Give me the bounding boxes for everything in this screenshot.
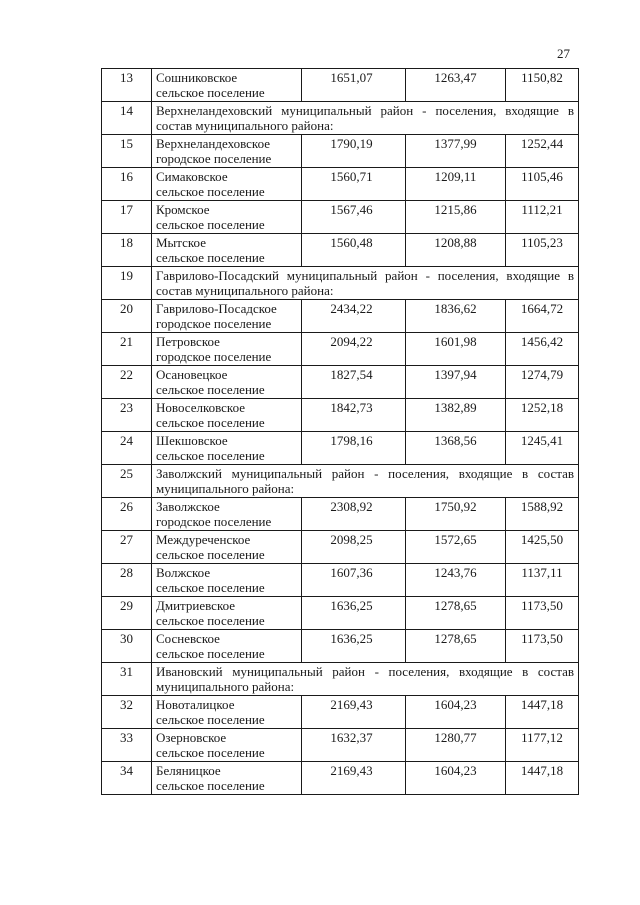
settlement-name: Сошниковское xyxy=(156,70,238,85)
table-row xyxy=(102,597,579,630)
district-header-row xyxy=(102,663,579,696)
value-cell-2: 1750,92 xyxy=(406,498,506,531)
value-cell-3: 1252,44 xyxy=(506,135,579,168)
settlement-type: городское поселение xyxy=(156,349,272,364)
row-number: 22 xyxy=(102,366,152,399)
value-cell-1: 1790,19 xyxy=(302,135,406,168)
district-title: Ивановский муниципальный район - поселения, входящие в состав муниципального района: xyxy=(152,663,579,696)
settlement-type: сельское поселение xyxy=(156,448,265,463)
value-cell-1: 1607,36 xyxy=(302,564,406,597)
value-cell-3: 1177,12 xyxy=(506,729,579,762)
table-row xyxy=(102,333,579,366)
value-cell-3: 1173,50 xyxy=(506,597,579,630)
table-row xyxy=(102,366,579,399)
settlement-type: городское поселение xyxy=(156,514,272,529)
settlement-name-cell xyxy=(152,234,302,267)
value-cell-2: 1836,62 xyxy=(406,300,506,333)
table-row xyxy=(102,201,579,234)
settlement-name: Гаврилово-Посадское xyxy=(156,301,277,316)
settlement-name-cell xyxy=(152,69,302,102)
table-row xyxy=(102,234,579,267)
settlement-name: Новоселковское xyxy=(156,400,246,415)
row-number: 32 xyxy=(102,696,152,729)
value-cell-2: 1280,77 xyxy=(406,729,506,762)
value-cell-1: 2169,43 xyxy=(302,762,406,795)
value-cell-2: 1243,76 xyxy=(406,564,506,597)
settlement-type: сельское поселение xyxy=(156,415,265,430)
value-cell-2: 1278,65 xyxy=(406,630,506,663)
row-number: 14 xyxy=(102,102,152,135)
settlement-name: Верхнеландеховское xyxy=(156,136,271,151)
value-cell-1: 1842,73 xyxy=(302,399,406,432)
settlement-name: Мытское xyxy=(156,235,206,250)
value-cell-1: 1798,16 xyxy=(302,432,406,465)
settlement-name-cell xyxy=(152,135,302,168)
row-number: 27 xyxy=(102,531,152,564)
settlement-name-cell xyxy=(152,729,302,762)
district-title: Верхнеландеховский муниципальный район - поселения, входящие в состав муниципального района: xyxy=(152,102,579,135)
row-number: 16 xyxy=(102,168,152,201)
value-cell-3: 1447,18 xyxy=(506,696,579,729)
value-cell-1: 1651,07 xyxy=(302,69,406,102)
value-cell-3: 1137,11 xyxy=(506,564,579,597)
settlement-name-cell xyxy=(152,531,302,564)
row-number: 20 xyxy=(102,300,152,333)
row-number: 28 xyxy=(102,564,152,597)
settlement-name: Заволжское xyxy=(156,499,220,514)
settlement-name: Кромское xyxy=(156,202,210,217)
settlement-name: Симаковское xyxy=(156,169,228,184)
value-cell-3: 1274,79 xyxy=(506,366,579,399)
settlement-name-cell xyxy=(152,630,302,663)
district-title: Гаврилово-Посадский муниципальный район - поселения, входящие в состав муниципального района: xyxy=(152,267,579,300)
value-cell-1: 1560,71 xyxy=(302,168,406,201)
settlement-type: сельское поселение xyxy=(156,184,265,199)
settlement-type: сельское поселение xyxy=(156,547,265,562)
settlement-type: городское поселение xyxy=(156,316,272,331)
value-cell-3: 1105,46 xyxy=(506,168,579,201)
table-row xyxy=(102,300,579,333)
value-cell-2: 1601,98 xyxy=(406,333,506,366)
value-cell-3: 1173,50 xyxy=(506,630,579,663)
row-number: 26 xyxy=(102,498,152,531)
settlement-name: Волжское xyxy=(156,565,211,580)
table-row xyxy=(102,762,579,795)
row-number: 34 xyxy=(102,762,152,795)
row-number: 18 xyxy=(102,234,152,267)
settlement-type: сельское поселение xyxy=(156,217,265,232)
table-body xyxy=(102,69,579,795)
row-number: 31 xyxy=(102,663,152,696)
value-cell-1: 1636,25 xyxy=(302,630,406,663)
value-cell-1: 1560,48 xyxy=(302,234,406,267)
value-cell-1: 1567,46 xyxy=(302,201,406,234)
value-cell-1: 2434,22 xyxy=(302,300,406,333)
value-cell-3: 1664,72 xyxy=(506,300,579,333)
settlement-type: сельское поселение xyxy=(156,712,265,727)
value-cell-1: 2308,92 xyxy=(302,498,406,531)
settlement-name-cell xyxy=(152,498,302,531)
value-cell-2: 1215,86 xyxy=(406,201,506,234)
row-number: 19 xyxy=(102,267,152,300)
table-row xyxy=(102,168,579,201)
settlement-name-cell xyxy=(152,333,302,366)
value-cell-2: 1397,94 xyxy=(406,366,506,399)
value-cell-1: 2094,22 xyxy=(302,333,406,366)
value-cell-2: 1572,65 xyxy=(406,531,506,564)
settlement-name-cell xyxy=(152,168,302,201)
value-cell-2: 1604,23 xyxy=(406,696,506,729)
value-cell-3: 1425,50 xyxy=(506,531,579,564)
settlement-name: Осановецкое xyxy=(156,367,228,382)
row-number: 29 xyxy=(102,597,152,630)
settlement-name-cell xyxy=(152,399,302,432)
table-row xyxy=(102,69,579,102)
value-cell-1: 2098,25 xyxy=(302,531,406,564)
settlement-name-cell xyxy=(152,696,302,729)
settlement-type: сельское поселение xyxy=(156,745,265,760)
value-cell-2: 1382,89 xyxy=(406,399,506,432)
row-number: 15 xyxy=(102,135,152,168)
settlement-type: сельское поселение xyxy=(156,580,265,595)
row-number: 17 xyxy=(102,201,152,234)
table-row xyxy=(102,564,579,597)
table-row xyxy=(102,135,579,168)
value-cell-1: 2169,43 xyxy=(302,696,406,729)
district-header-row xyxy=(102,267,579,300)
value-cell-1: 1827,54 xyxy=(302,366,406,399)
settlement-type: сельское поселение xyxy=(156,382,265,397)
table-row xyxy=(102,696,579,729)
value-cell-3: 1588,92 xyxy=(506,498,579,531)
table-row xyxy=(102,729,579,762)
table-row xyxy=(102,630,579,663)
row-number: 25 xyxy=(102,465,152,498)
value-cell-1: 1636,25 xyxy=(302,597,406,630)
settlement-type: сельское поселение xyxy=(156,778,265,793)
settlement-name: Озерновское xyxy=(156,730,227,745)
value-cell-2: 1208,88 xyxy=(406,234,506,267)
settlement-type: сельское поселение xyxy=(156,250,265,265)
row-number: 30 xyxy=(102,630,152,663)
settlement-name: Шекшовское xyxy=(156,433,228,448)
value-cell-3: 1105,23 xyxy=(506,234,579,267)
row-number: 24 xyxy=(102,432,152,465)
row-number: 33 xyxy=(102,729,152,762)
settlement-type: сельское поселение xyxy=(156,613,265,628)
settlement-type: сельское поселение xyxy=(156,85,265,100)
row-number: 23 xyxy=(102,399,152,432)
settlement-name-cell xyxy=(152,366,302,399)
settlement-type: городское поселение xyxy=(156,151,272,166)
settlement-name: Сосневское xyxy=(156,631,220,646)
settlement-name-cell xyxy=(152,597,302,630)
settlement-rates-table xyxy=(101,68,579,795)
settlement-name: Новоталицкое xyxy=(156,697,235,712)
settlement-name-cell xyxy=(152,564,302,597)
value-cell-2: 1278,65 xyxy=(406,597,506,630)
settlement-name: Петровское xyxy=(156,334,220,349)
settlement-type: сельское поселение xyxy=(156,646,265,661)
settlement-name: Междуреченское xyxy=(156,532,251,547)
district-header-row xyxy=(102,102,579,135)
value-cell-2: 1377,99 xyxy=(406,135,506,168)
settlement-name: Дмитриевское xyxy=(156,598,236,613)
table-row xyxy=(102,399,579,432)
row-number: 21 xyxy=(102,333,152,366)
settlement-name: Беляницкое xyxy=(156,763,221,778)
value-cell-3: 1112,21 xyxy=(506,201,579,234)
value-cell-3: 1245,41 xyxy=(506,432,579,465)
value-cell-2: 1368,56 xyxy=(406,432,506,465)
value-cell-2: 1604,23 xyxy=(406,762,506,795)
row-number: 13 xyxy=(102,69,152,102)
value-cell-2: 1263,47 xyxy=(406,69,506,102)
settlement-name-cell xyxy=(152,762,302,795)
settlement-name-cell xyxy=(152,201,302,234)
table-row xyxy=(102,498,579,531)
value-cell-1: 1632,37 xyxy=(302,729,406,762)
table-row xyxy=(102,531,579,564)
value-cell-3: 1456,42 xyxy=(506,333,579,366)
settlement-name-cell xyxy=(152,432,302,465)
page-number: 27 xyxy=(557,46,570,61)
value-cell-3: 1150,82 xyxy=(506,69,579,102)
value-cell-2: 1209,11 xyxy=(406,168,506,201)
settlement-name-cell xyxy=(152,300,302,333)
value-cell-3: 1447,18 xyxy=(506,762,579,795)
value-cell-3: 1252,18 xyxy=(506,399,579,432)
table-row xyxy=(102,432,579,465)
district-header-row xyxy=(102,465,579,498)
district-title: Заволжский муниципальный район - поселения, входящие в состав муниципального района: xyxy=(152,465,579,498)
